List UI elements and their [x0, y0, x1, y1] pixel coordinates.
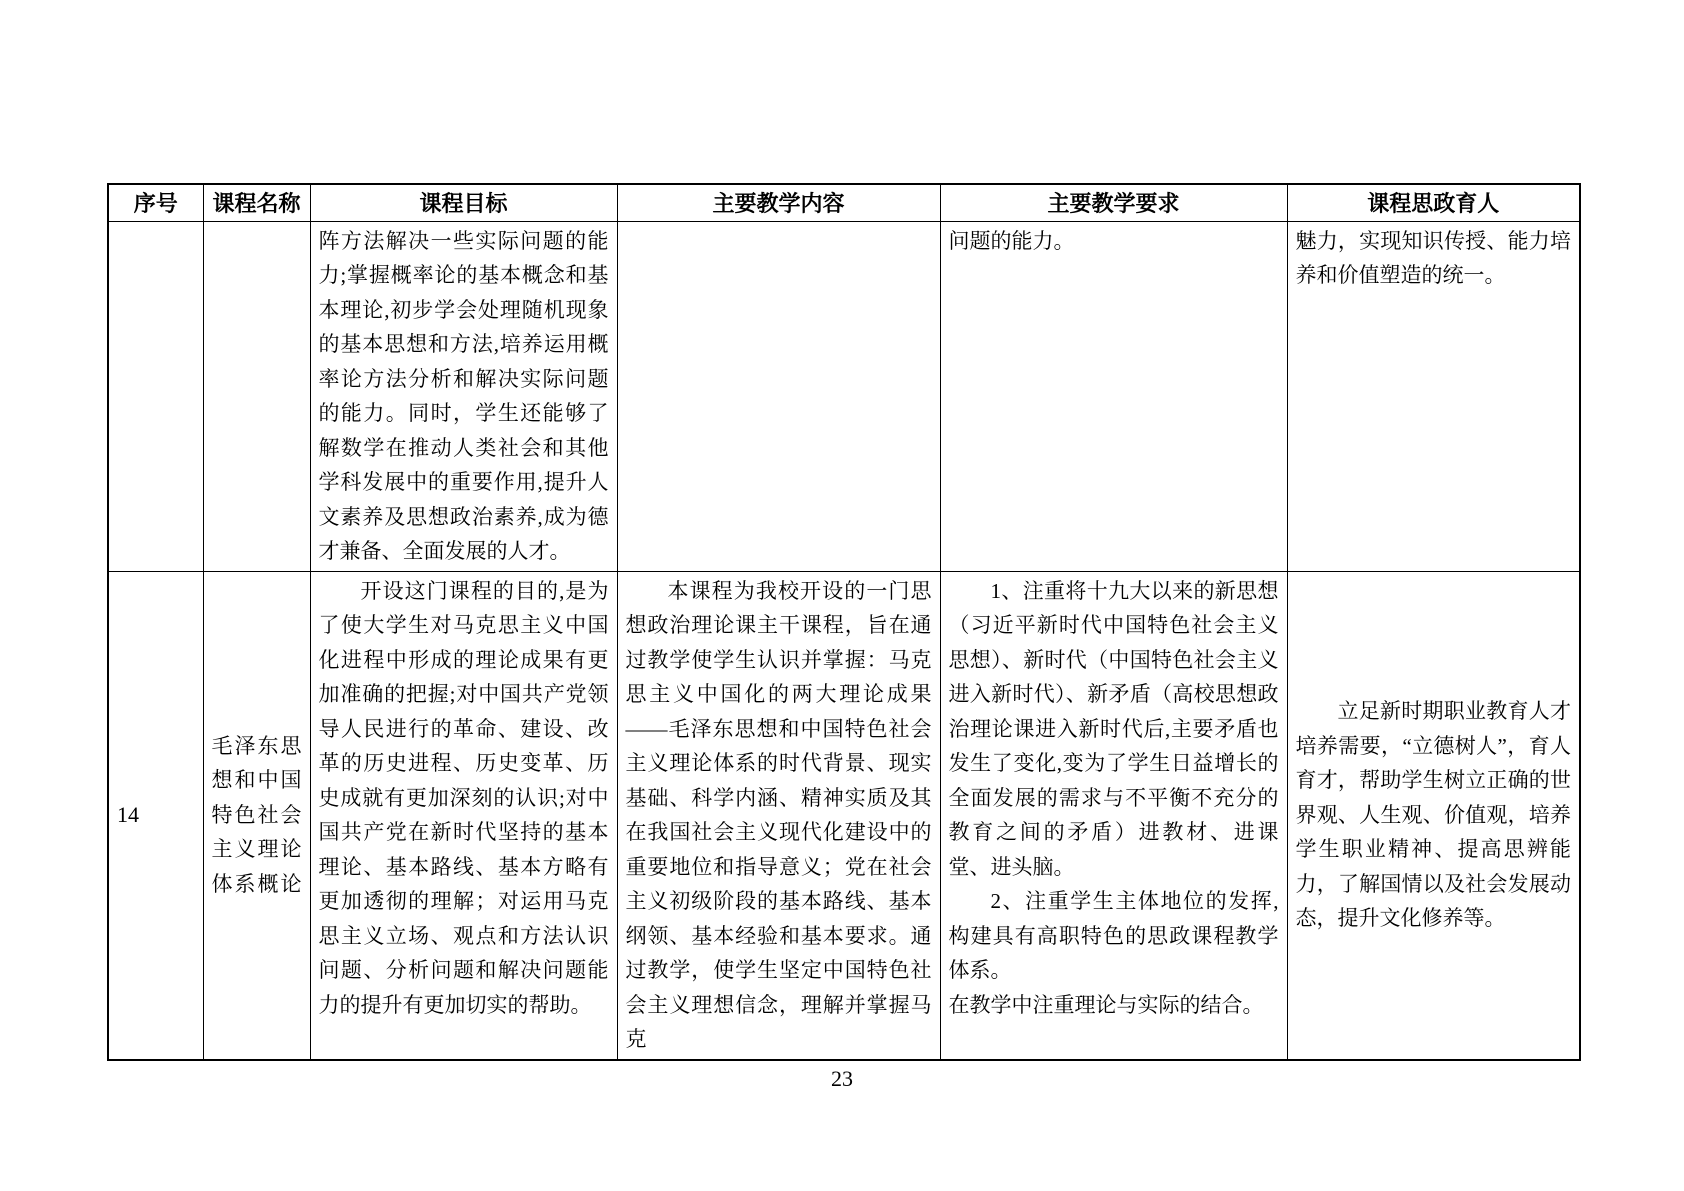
cell-teaching-content [617, 571, 940, 1060]
cell-ideology-education [1287, 221, 1580, 571]
header-teaching-content: 主要教学内容 [617, 184, 940, 221]
table-row-14 [108, 571, 1580, 1060]
header-seq: 序号 [108, 184, 203, 221]
page-number: 23 [831, 1066, 853, 1091]
cell-teaching-content-empty [617, 221, 940, 571]
header-course-name: 课程名称 [203, 184, 310, 221]
table-row-continuation [108, 221, 1580, 571]
ideology-education-text: 立足新时期职业教育人才培养需要，“立德树人”，育人育才，帮助学生树立正确的世界观、人生观、价值观，培养学生职业精神、提高思辨能力，了解国情以及社会发展动态，提升文化修养等。 [1295, 699, 1571, 931]
course-goal-text: 阵方法解决一些实际问题的能力;掌握概率论的基本概念和基本理论,初步学会处理随机现象的基本思想和方法,培养运用概率论方法分析和解决实际问题的能力。同时，学生还能够了解数学在推动人类社会和其他学科发展中的重要作用,提升人文素养及思想政治素养,成为德才兼备、全面发展的人才。 [318, 228, 609, 563]
ideology-education-text: 魅力，实现知识传授、能力培养和价值塑造的统一。 [1295, 228, 1571, 287]
teaching-content-text: 本课程为我校开设的一门思想政治理论课主干课程，旨在通过教学使学生认识并掌握：马克思主义中国化的两大理论成果——毛泽东思想和中国特色社会主义理论体系的时代背景、现实基础、科学内涵、精神实质及其在我国社会主义现代化建设中的重要地位和指导意义；党在社会主义初级阶段的基本路线、基本纲领、基本经验和基本要求。通过教学，使学生坚定中国特色社会主义理想信念，理解并掌握马克 [625, 578, 932, 1051]
cell-ideology-education [1287, 571, 1580, 1060]
teaching-requirement-item-3: 在教学中注重理论与实际的结合。 [948, 992, 1264, 1017]
teaching-requirement-text: 问题的能力。 [948, 228, 1075, 253]
table-header-row [108, 184, 1580, 221]
cell-course-goal [310, 221, 617, 571]
teaching-requirement-item-2: 2、注重学生主体地位的发挥,构建具有高职特色的思政课程教学体系。 [948, 889, 1279, 982]
header-ideology-education: 课程思政育人 [1287, 184, 1580, 221]
cell-course-name-empty [203, 221, 310, 571]
cell-seq-empty [108, 221, 203, 571]
course-goal-text: 开设这门课程的目的,是为了使大学生对马克思主义中国化进程中形成的理论成果有更加准确的把握;对中国共产党领导人民进行的革命、建设、改革的历史进程、历史变革、历史成就有更加深刻的认识;对中国共产党在新时代坚持的基本理论、基本路线、基本方略有更加透彻的理解；对运用马克思主义立场、观点和方法认识问题、分析问题和解决问题能力的提升有更加切实的帮助。 [318, 578, 609, 1017]
header-course-goal: 课程目标 [310, 184, 617, 221]
course-table [107, 183, 1581, 1061]
cell-course-name [203, 571, 310, 1060]
header-teaching-requirement: 主要教学要求 [940, 184, 1287, 221]
teaching-requirement-item-1: 1、注重将十九大以来的新思想（习近平新时代中国特色社会主义思想）、新时代（中国特色社会主义进入新时代）、新矛盾（高校思想政治理论课进入新时代后,主要矛盾也发生了变化,变为了学生日益增长的全面发展的需求与不平衡不充分的教育之间的矛盾）进教材、进课堂、进头脑。 [948, 578, 1279, 879]
cell-seq [108, 571, 203, 1060]
cell-teaching-requirement [940, 221, 1287, 571]
seq-text: 14 [117, 801, 139, 827]
course-name-text: 毛泽东思想和中国特色社会主义理论体系概论 [211, 733, 302, 896]
cell-course-goal [310, 571, 617, 1060]
cell-teaching-requirement [940, 571, 1287, 1060]
